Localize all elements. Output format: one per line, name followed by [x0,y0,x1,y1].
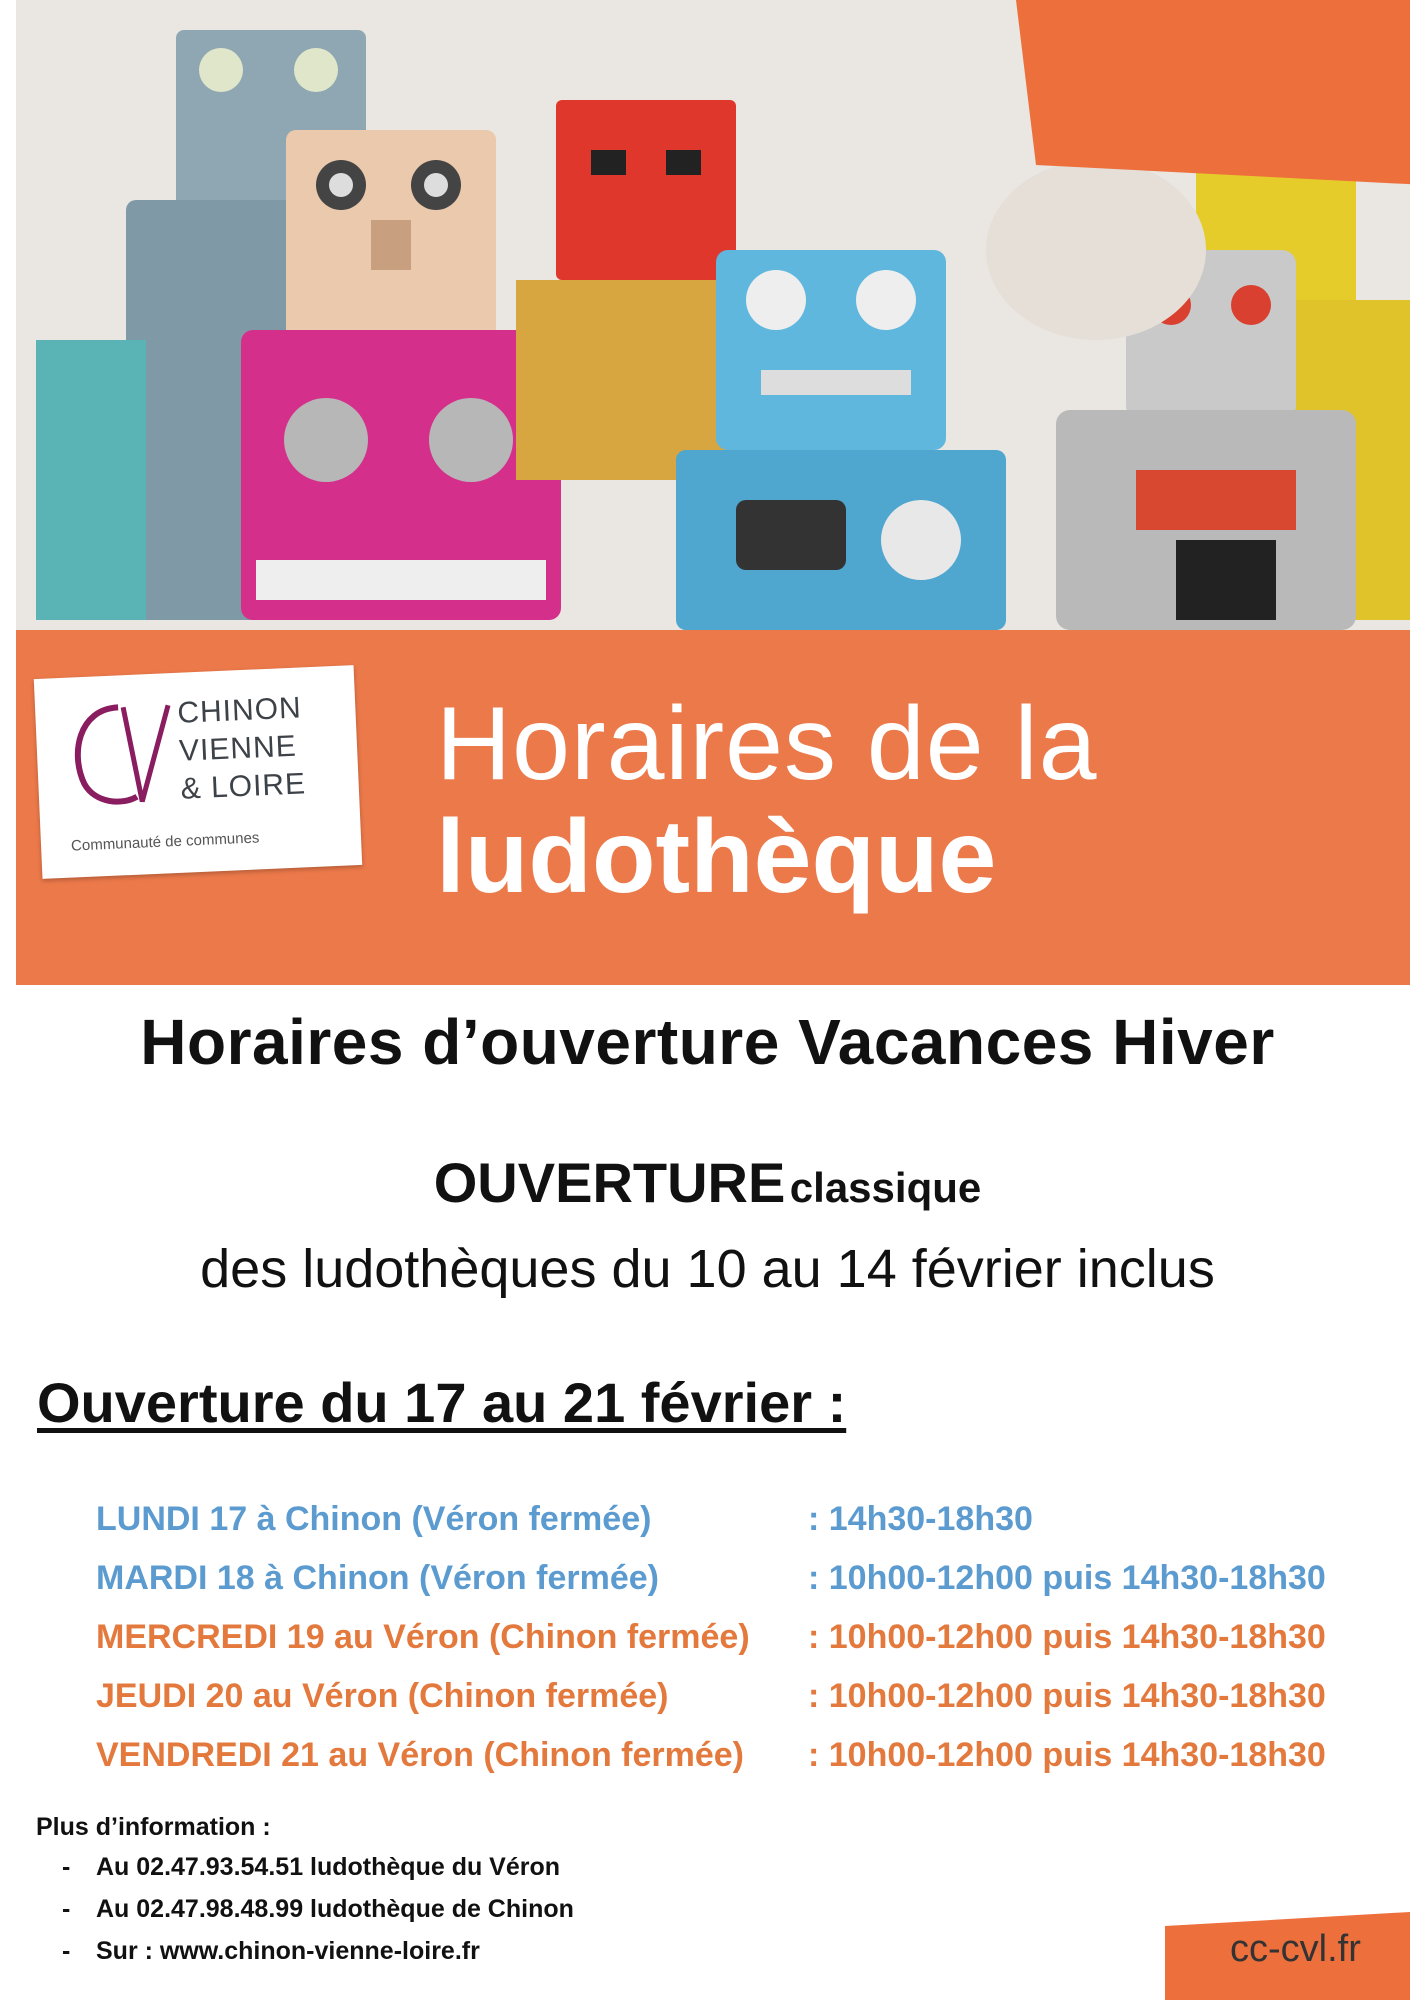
logo-text-line3: & LOIRE [180,767,307,806]
schedule-row [96,1559,1386,1618]
info-title: Plus d’information : [36,1813,271,1841]
ouverture-classique-line [0,1150,1415,1215]
schedule-day: VENDREDI 21 au Véron (Chinon fermée) [96,1736,745,1774]
schedule-day: JEUDI 20 au Véron (Chinon fermée) [96,1677,669,1715]
schedule-day: MERCREDI 19 au Véron (Chinon fermée) [96,1618,750,1656]
list-item [62,1853,574,1895]
ouverture-qualifier: classique [789,1164,982,1211]
info-website-link[interactable]: Sur : www.chinon-vienne-loire.fr [96,1937,480,1965]
schedule-row [96,1736,1386,1795]
list-bullet: - [62,1937,71,1965]
hero-title-line1: Horaires de la [436,686,1098,802]
schedule-row [96,1677,1386,1736]
info-list [62,1853,574,1979]
period-heading: Ouverture du 17 au 21 février : [37,1371,847,1434]
ouverture-word: OUVERTURE [433,1151,786,1214]
page-subtitle: Horaires d’ouverture Vacances Hiver [140,1006,1275,1078]
logo-card [34,665,362,879]
list-bullet: - [62,1853,71,1881]
ouverture-detail: des ludothèques du 10 au 14 février inclus [200,1239,1215,1299]
logo-text-line2: VIENNE [178,729,298,768]
schedule-day: MARDI 18 à Chinon (Véron fermée) [96,1559,659,1597]
cvl-logo-icon [63,695,178,815]
orange-corner-shape [1016,0,1410,185]
schedule-hours: : 10h00-12h00 puis 14h30-18h30 [808,1677,1326,1715]
hero-banner [16,0,1410,985]
schedule-row [96,1500,1386,1559]
schedule-hours: : 10h00-12h00 puis 14h30-18h30 [808,1559,1326,1597]
schedule-hours: : 10h00-12h00 puis 14h30-18h30 [808,1736,1326,1774]
schedule-hours: : 14h30-18h30 [808,1500,1033,1538]
logo-text-line1: CHINON [176,691,303,730]
list-item [62,1895,574,1937]
logo-subtitle: Communauté de communes [70,829,260,855]
site-url[interactable]: cc-cvl.fr [1230,1928,1361,1970]
hero-title-line2: ludothèque [436,799,997,916]
list-item [62,1937,574,1979]
info-phone-veron: Au 02.47.93.54.51 ludothèque du Véron [96,1853,561,1881]
list-bullet: - [62,1895,71,1923]
schedule-row [96,1618,1386,1677]
schedule-hours: : 10h00-12h00 puis 14h30-18h30 [808,1618,1326,1656]
schedule-day: LUNDI 17 à Chinon (Véron fermée) [96,1500,652,1538]
info-phone-chinon: Au 02.47.98.48.99 ludothèque de Chinon [96,1895,574,1923]
hero-title [436,686,1098,916]
schedule-list [96,1500,1386,1795]
